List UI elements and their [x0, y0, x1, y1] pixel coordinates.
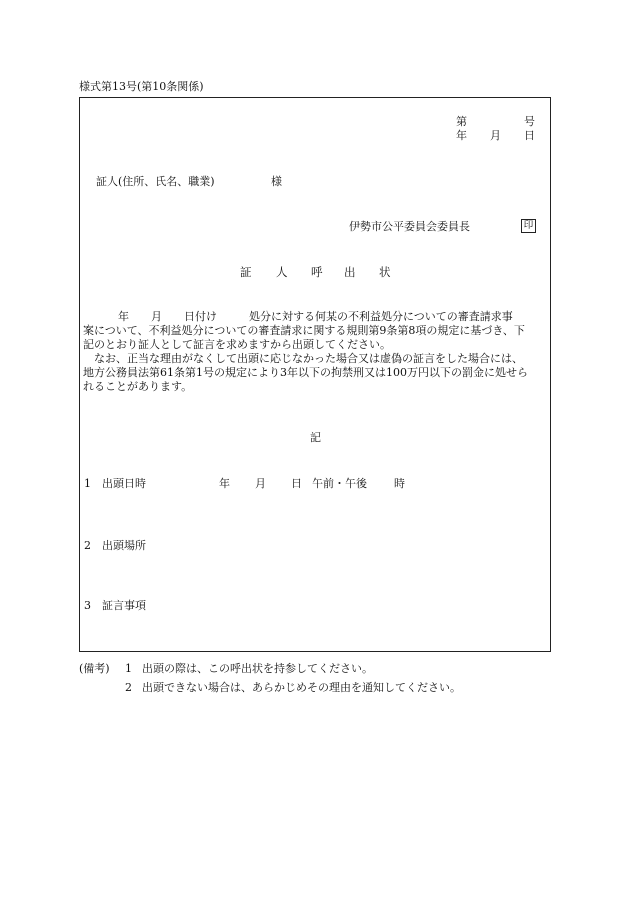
item-1-year: 年	[219, 477, 230, 490]
item-1-day: 日	[291, 477, 302, 490]
title-char-5: 状	[379, 265, 391, 279]
body-day: 日付け	[184, 310, 217, 323]
item-1-number: 1	[84, 477, 91, 490]
body-line-6: れることがあります。	[83, 380, 193, 393]
body-paragraph	[83, 310, 545, 394]
note-2-number: 2	[125, 681, 132, 694]
body-line-3: 記のとおり証人として証言を求めますから出頭してください。	[83, 338, 391, 351]
item-1-label: 出頭日時	[102, 477, 146, 490]
body-line-4: なお、正当な理由がなくして出頭に応じなかった場合又は虚偽の証言をした場合には、	[94, 352, 523, 365]
title-char-1: 証	[240, 265, 252, 279]
body-month: 月	[151, 310, 162, 323]
title-char-4: 出	[344, 265, 356, 279]
item-2-number: 2	[84, 539, 91, 552]
item-2-label: 出頭場所	[102, 539, 146, 552]
addressee-honorific: 様	[271, 175, 282, 188]
body-line-2: 案について、不利益処分についての審査請求に関する規則第9条第8項の規定に基づき、下	[83, 324, 525, 337]
note-2-text: 出頭できない場合は、あらかじめその理由を通知してください。	[142, 681, 461, 694]
body-line-1	[83, 310, 545, 324]
notes-label: (備考)	[79, 662, 110, 675]
body-line-1-text: 処分に対する何某の不利益処分についての審査請求事	[249, 310, 513, 323]
number-suffix: 号	[524, 115, 535, 128]
item-1-ampm: 午前・午後	[312, 477, 367, 490]
title-char-3: 呼	[311, 265, 323, 279]
issuer-title: 伊勢市公平委員会委員長	[349, 220, 470, 233]
header-day: 日	[524, 129, 535, 142]
addressee-label: 証人(住所、氏名、職業)	[96, 175, 215, 188]
item-1-hour: 時	[394, 477, 405, 490]
seal-mark: 印	[521, 219, 536, 233]
title-char-2: 人	[276, 265, 288, 279]
item-3-number: 3	[84, 599, 91, 612]
ki-heading: 記	[310, 431, 321, 444]
form-label: 様式第13号(第10条関係)	[79, 80, 204, 93]
header-year: 年	[456, 129, 467, 142]
body-line-5: 地方公務員法第61条第1号の規定により3年以下の拘禁刑又は100万円以下の罰金に処せら	[83, 366, 528, 379]
note-1-number: 1	[125, 662, 132, 675]
note-1-text: 出頭の際は、この呼出状を持参してください。	[142, 662, 373, 675]
item-3-label: 証言事項	[102, 599, 146, 612]
body-year: 年	[118, 310, 129, 323]
number-prefix: 第	[456, 115, 467, 128]
item-1-month: 月	[255, 477, 266, 490]
header-month: 月	[490, 129, 501, 142]
